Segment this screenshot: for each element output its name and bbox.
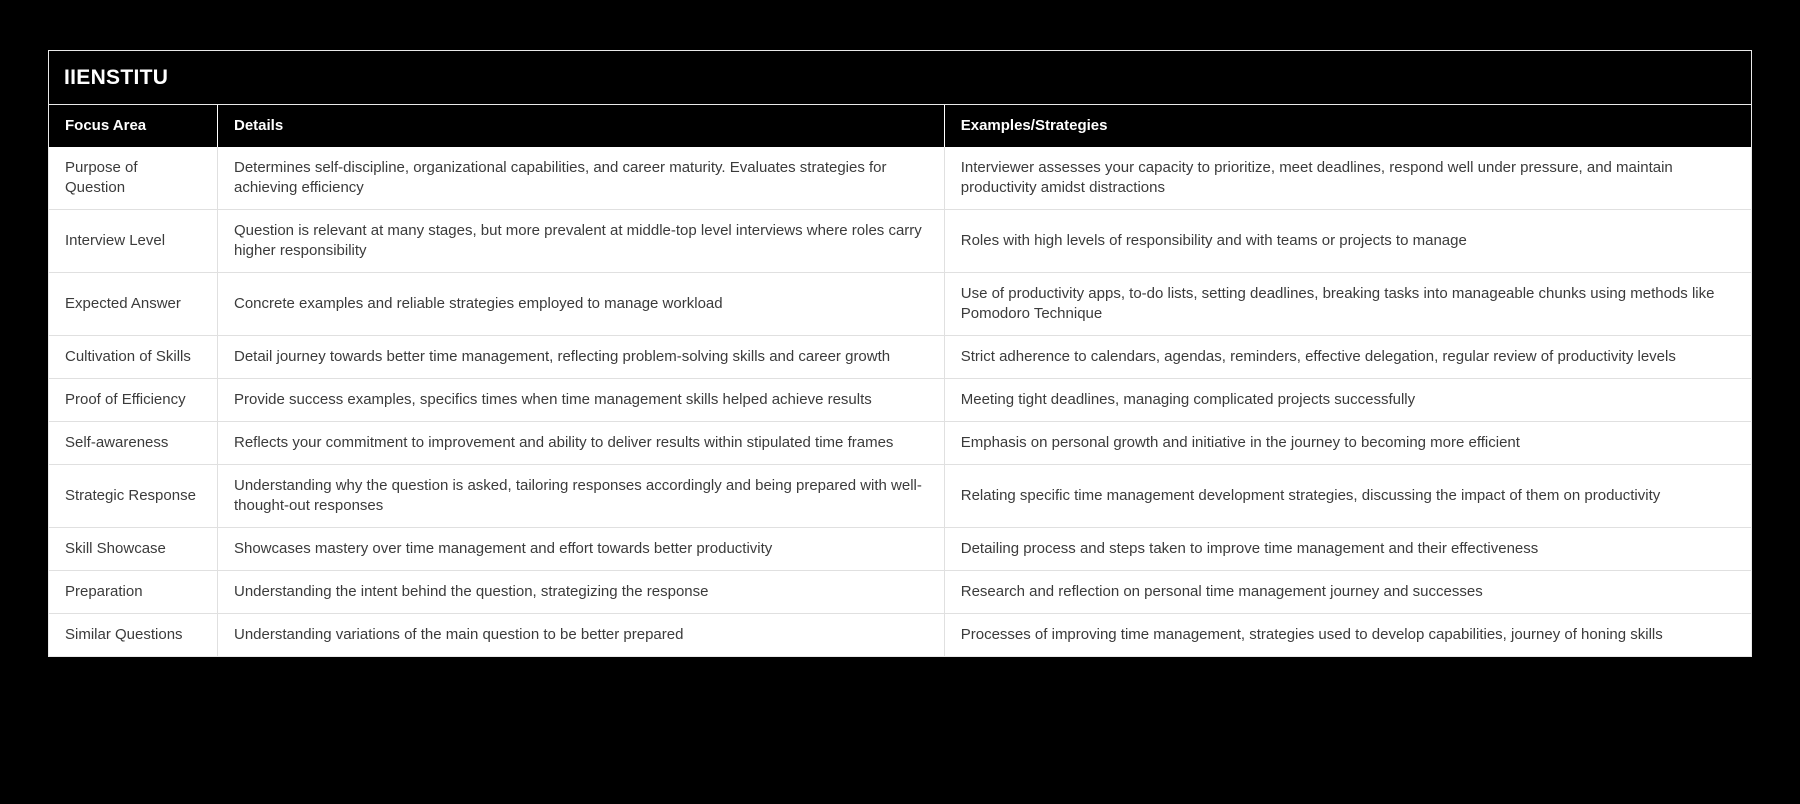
cell-examples: Relating specific time management development strategies, discussing the impact of them on productivity xyxy=(944,465,1751,528)
column-header-examples-strategies: Examples/Strategies xyxy=(944,105,1751,147)
table-body xyxy=(49,147,1751,656)
cell-details: Concrete examples and reliable strategies employed to manage workload xyxy=(217,273,944,336)
cell-examples: Use of productivity apps, to-do lists, setting deadlines, breaking tasks into manageable chunks using methods like Pomodoro Technique xyxy=(944,273,1751,336)
cell-focus-area: Similar Questions xyxy=(49,614,217,657)
focus-area-table xyxy=(49,105,1751,656)
table-title: IIENSTITU xyxy=(49,51,1751,105)
cell-focus-area: Cultivation of Skills xyxy=(49,336,217,379)
table-row xyxy=(49,571,1751,614)
cell-examples: Processes of improving time management, strategies used to develop capabilities, journey of honing skills xyxy=(944,614,1751,657)
cell-details: Question is relevant at many stages, but more prevalent at middle-top level interviews where roles carry higher responsibility xyxy=(217,210,944,273)
cell-examples: Strict adherence to calendars, agendas, reminders, effective delegation, regular review of productivity levels xyxy=(944,336,1751,379)
cell-focus-area: Proof of Efficiency xyxy=(49,379,217,422)
cell-examples: Emphasis on personal growth and initiative in the journey to becoming more efficient xyxy=(944,422,1751,465)
cell-focus-area: Interview Level xyxy=(49,210,217,273)
cell-details: Showcases mastery over time management and effort towards better productivity xyxy=(217,528,944,571)
cell-focus-area: Preparation xyxy=(49,571,217,614)
table-row xyxy=(49,379,1751,422)
cell-examples: Meeting tight deadlines, managing complicated projects successfully xyxy=(944,379,1751,422)
table-row xyxy=(49,273,1751,336)
column-header-details: Details xyxy=(217,105,944,147)
cell-examples: Research and reflection on personal time management journey and successes xyxy=(944,571,1751,614)
interview-table-card xyxy=(48,50,1752,657)
cell-details: Determines self-discipline, organizational capabilities, and career maturity. Evaluates strategies for achieving efficiency xyxy=(217,147,944,210)
cell-focus-area: Skill Showcase xyxy=(49,528,217,571)
cell-details: Understanding variations of the main question to be better prepared xyxy=(217,614,944,657)
header-row xyxy=(49,105,1751,147)
cell-details: Reflects your commitment to improvement and ability to deliver results within stipulated time frames xyxy=(217,422,944,465)
cell-details: Understanding the intent behind the question, strategizing the response xyxy=(217,571,944,614)
cell-examples: Roles with high levels of responsibility and with teams or projects to manage xyxy=(944,210,1751,273)
cell-details: Provide success examples, specifics times when time management skills helped achieve results xyxy=(217,379,944,422)
cell-focus-area: Self-awareness xyxy=(49,422,217,465)
table-row xyxy=(49,422,1751,465)
column-header-focus-area: Focus Area xyxy=(49,105,217,147)
table-row xyxy=(49,528,1751,571)
cell-details: Detail journey towards better time management, reflecting problem-solving skills and career growth xyxy=(217,336,944,379)
table-row xyxy=(49,147,1751,210)
table-row xyxy=(49,614,1751,657)
cell-details: Understanding why the question is asked, tailoring responses accordingly and being prepared with well-thought-out responses xyxy=(217,465,944,528)
cell-focus-area: Expected Answer xyxy=(49,273,217,336)
table-row xyxy=(49,336,1751,379)
table-row xyxy=(49,465,1751,528)
cell-focus-area: Purpose of Question xyxy=(49,147,217,210)
cell-focus-area: Strategic Response xyxy=(49,465,217,528)
cell-examples: Interviewer assesses your capacity to prioritize, meet deadlines, respond well under pressure, and maintain productivity amidst distractions xyxy=(944,147,1751,210)
table-header xyxy=(49,105,1751,147)
cell-examples: Detailing process and steps taken to improve time management and their effectiveness xyxy=(944,528,1751,571)
table-row xyxy=(49,210,1751,273)
